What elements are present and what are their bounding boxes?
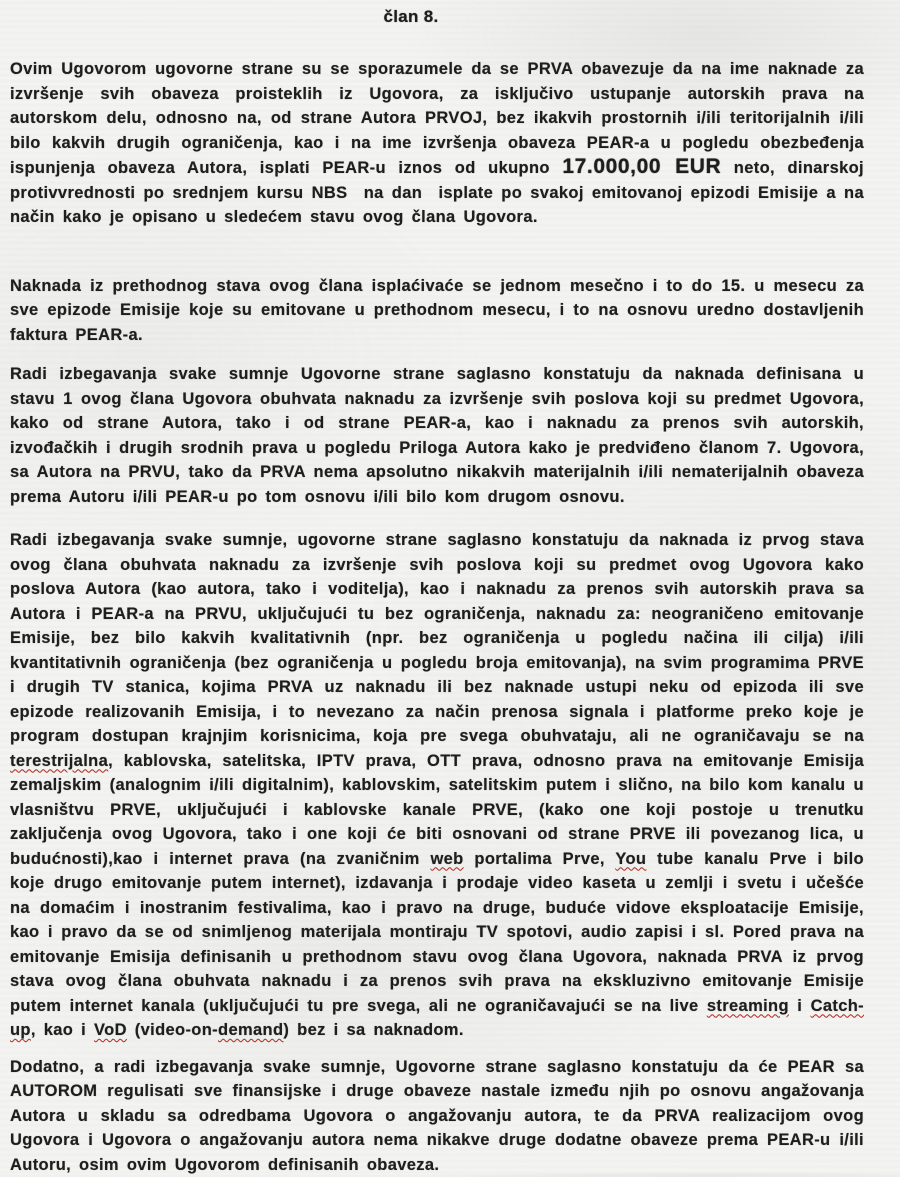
misspelled-word: Catch-up	[10, 997, 864, 1040]
contract-paragraph	[10, 362, 864, 509]
text-run: i	[789, 997, 811, 1015]
misspelled-word: You	[615, 850, 646, 868]
contract-body	[10, 57, 864, 1177]
fee-amount: 17.000,00 EUR	[562, 155, 721, 178]
misspelled-word: VoD	[94, 1021, 127, 1039]
text-run: (video-on-	[127, 1021, 218, 1039]
contract-paragraph	[10, 57, 864, 230]
misspelled-word: streaming	[707, 997, 789, 1015]
misspelled-word: demand	[218, 1021, 283, 1039]
contract-paragraph	[10, 528, 864, 1043]
text-run: , kablovska, satelitska, IPTV prava, OTT prava, odnosno prava na emitovanje Emisija zemaljskim (analognim i/ili digitalnim), kablovskim, satelitskim putem i slično, na bilo kom kanalu u vlasništvu PRVE, uključujući i kablovske kanale PRVE, (kako one koji postoje u trenutku zaključenja ovog Ugovora, tako i one koji će biti osnovani od strane PRVE ili povezanog lica, u budućnosti),kao i internet prava (na zvaničnim	[10, 752, 864, 868]
text-run: Dodatno, a radi izbegavanja svake sumnje, Ugovorne strane saglasno konstatuju da će PEAR sa AUTOROM regulisati sve finansijske i druge obaveze nastale između njih po osnovu angažovanja Autora u skladu sa odredbama Ugovora o angažovanju autora, te da PRVA realizacijom ovog Ugovora i Ugovora o angažovanju autora nema nikakve druge dodatne obaveze prema PEAR-u i/ili Autoru, osim ovim Ugovorom definisanih obaveza.	[10, 1058, 864, 1174]
text-run: tube kanalu Prve i bilo koje drugo emitovanje putem internet), izdavanja i prodaje video kaseta u zemlji i svetu i učešće na domaćim i inostranim festivalima, kao i pravo na druge, buduće vidove eksploatacije Emisije, kao i pravo da se od snimljenog materijala montiraju TV spotovi, audio zapisi i sl. Pored prava na emitovanje Emisija definisanih u prethodnom stavu ovog člana Ugovora, naknada PRVA iz prvog stava ovog člana obuhvata naknadu i za prenos svih prava na ekskluzivno emitovanje Emisije putem internet kanala (uključujući tu pre svega, ali ne ograničavajući se na live	[10, 850, 864, 1015]
text-run: portalima Prve,	[464, 850, 616, 868]
text-run: Radi izbegavanja svake sumnje Ugovorne strane saglasno konstatuju da naknada definisana u stavu 1 ovog člana Ugovora obuhvata naknadu za izvršenje svih poslova koji su predmet Ugovora, kako od strane Autora, tako i od strane PEAR-a, kao i naknadu za prenos svih autorskih, izvođačkih i drugih srodnih prava u pogledu Priloga Autora kako je predviđeno članom 7. Ugovora, sa Autora na PRVU, tako da PRVA nema apsolutno nikakvih materijalnih i/ili nematerijalnih obaveza prema Autoru i/ili PEAR-u po tom osnovu i/ili bilo kom drugom osnovu.	[10, 365, 864, 506]
text-run: neto, dinarskoj protivvrednosti po srednjem kursu NBS na dan isplate po svakoj emitovanoj epizodi Emisije a na način kako je opisano u sledećem stavu ovog člana Ugovora.	[10, 159, 864, 226]
misspelled-word: terestrijalna	[10, 752, 108, 770]
misspelled-word: web	[430, 850, 463, 868]
text-run: Radi izbegavanja svake sumnje, ugovorne strane saglasno konstatuju da naknada iz prvog stava ovog člana obuhvata naknadu za izvršenje svih poslova koji su predmet ovog Ugovora kako poslova Autora (kao autora, tako i voditelja), kao i naknadu za prenos svih autorskih prava sa Autora i PEAR-a na PRVU, uključujući tu bez ograničenja, naknadu za: neograničeno emitovanje Emisije, bez bilo kakvih kvalitativnih (npr. bez ograničenja u pogledu načina ili cilja) i/ili kvantitativnih ograničenja (bez ograničenja u pogledu broja emitovanja), na svim programima PRVE i drugih TV stanica, kojima PRVA uz naknadu ili bez naknade ustupi neku od epizoda ili sve epizode realizovanih Emisija, i to nevezano za način prenosa signala i platforme preko koje je program dostupan krajnjim korisnicima, koja pre svega obuhvataju, ali ne ograničavaju se na	[10, 531, 864, 745]
text-run: Naknada iz prethodnog stava ovog člana isplaćivaće se jednom mesečno i to do 15. u mesecu za sve epizode Emisije koje su emitovane u prethodnom mesecu, i to na osnovu uredno dostavljenih faktura PEAR-a.	[10, 277, 864, 344]
contract-paragraph	[10, 1055, 864, 1177]
article-heading: član 8.	[0, 4, 838, 29]
text-run: Ovim Ugovorom ugovorne strane su se sporazumele da se PRVA obavezuje da na ime naknade za izvršenje svih obaveza proisteklih iz Ugovora, za isključivo ustupanje autorskih prava na autorskom delu, odnosno na, od strane Autora PRVOJ, bez ikakvih prostornih i/ili teritorijalnih i/ili bilo kakvih drugih ograničenja, kao i na ime izvršenja obaveza PEAR-a u pogledu obezbeđenja ispunjenja obaveza Autora, isplati PEAR-u iznos od ukupno	[10, 60, 864, 177]
text-run: , kao i	[31, 1021, 94, 1039]
contract-paragraph	[10, 274, 864, 348]
text-run: ) bez i sa naknadom.	[283, 1021, 463, 1039]
